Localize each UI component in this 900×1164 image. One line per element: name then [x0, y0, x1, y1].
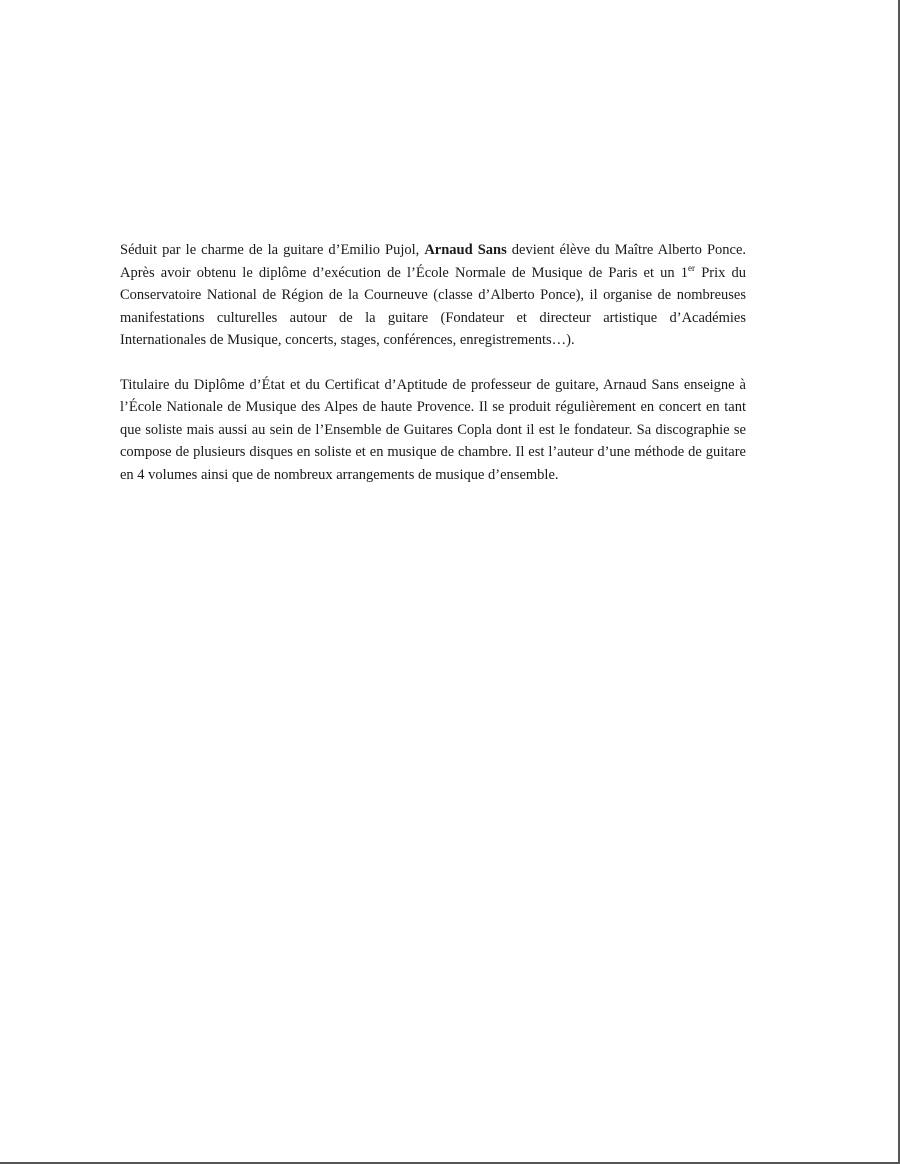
paragraph-1-intro: Séduit par le charme de la guitare d’Emilio Pujol, — [120, 242, 425, 258]
biography-paragraph-2: Titulaire du Diplôme d’État et du Certificat d’Aptitude de professeur de guitare, Arnaud Sans enseigne à l’École Nationale de Musique des Alpes de haute Provence. Il se produit régulièrement en concert en tant que soliste mais aussi au sein de l’Ensemble de Guitares Copla dont il est le fondateur. Sa discographie se compose de plusieurs disques en soliste et en musique de chambre. Il est l’auteur d’une méthode de guitare en 4 volumes ainsi que de nombreux arrangements de musique d’ensemble. — [120, 376, 746, 483]
biography-paragraph-1 — [120, 239, 746, 352]
paragraph-1-body: devient élève du Maître Alberto Ponce. Après avoir obtenu le diplôme d’exécution de l’École Normale de Musique de Paris et un 1 — [120, 242, 746, 281]
biography-text — [120, 239, 746, 508]
paragraph-1-end: Prix du Conservatoire National de Région de la Courneuve (classe d’Alberto Ponce), il organise de nombreuses manifestations culturelles autour de la guitare (Fondateur et directeur artistique d’Académies Internationales de Musique, concerts, stages, conférences, enregistrements…). — [120, 264, 746, 348]
ordinal-superscript: er — [688, 262, 696, 273]
artist-name: Arnaud Sans — [424, 242, 507, 258]
